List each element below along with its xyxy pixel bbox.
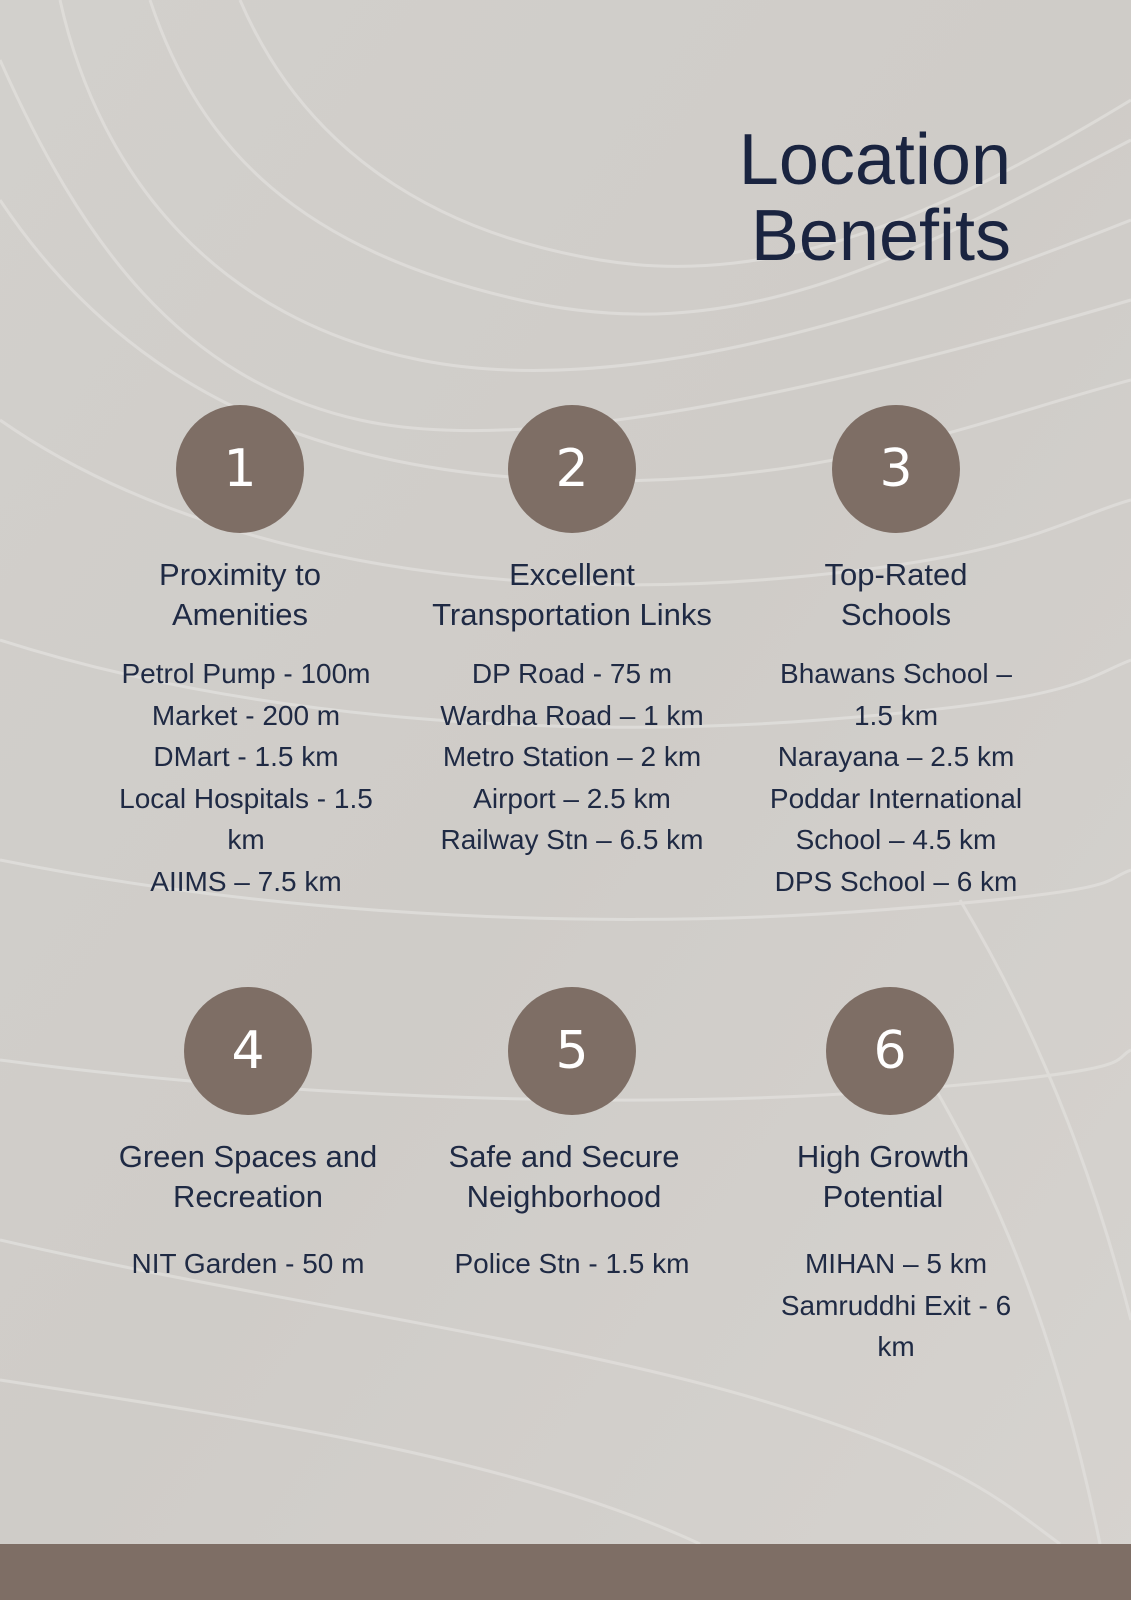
benefit-heading (90, 555, 390, 635)
benefit-items (740, 1243, 1040, 1368)
list-item: Narayana – 2.5 km (777, 741, 1015, 772)
benefit-card-growth (740, 987, 1040, 1368)
list-item: Poddar International (769, 782, 1023, 814)
heading-line-1: High Growth (796, 1139, 970, 1174)
list-item: Metro Station – 2 km (442, 741, 702, 772)
list-item: Airport – 2.5 km (473, 782, 671, 814)
benefit-heading (396, 1137, 732, 1217)
list-item: Samruddhi Exit - 6 (780, 1289, 1012, 1321)
number-badge: 5 (508, 987, 636, 1115)
list-item: DPS School – 6 km (774, 865, 1018, 897)
benefit-heading (726, 1137, 1040, 1217)
list-item: School – 4.5 km (795, 824, 997, 855)
list-item: Railway Stn – 6.5 km (440, 824, 704, 855)
heading-line-2: Transportation Links (432, 597, 712, 632)
list-item: DMart - 1.5 km (153, 741, 339, 772)
list-item: Market - 200 m (151, 699, 341, 731)
number-badge: 1 (176, 405, 304, 533)
heading-line-1: Green Spaces and (118, 1139, 378, 1174)
list-item: Petrol Pump - 100m (121, 658, 371, 689)
heading-line-2: Amenities (171, 597, 309, 632)
list-item: Police Stn - 1.5 km (454, 1248, 690, 1279)
benefit-heading (746, 555, 1046, 635)
list-item: MIHAN – 5 km (804, 1248, 988, 1279)
benefit-heading (402, 555, 742, 635)
benefit-card-amenities (90, 405, 390, 902)
benefit-items (412, 1243, 732, 1285)
list-item: 1.5 km (853, 699, 939, 731)
benefit-items (90, 653, 390, 902)
benefit-items (746, 653, 1046, 902)
list-item: DP Road - 75 m (471, 658, 673, 689)
heading-line-2: Recreation (173, 1179, 323, 1214)
heading-line-1: Proximity to (159, 557, 321, 592)
heading-line-2: Neighborhood (466, 1179, 662, 1214)
benefit-heading (98, 1137, 398, 1217)
title-line-1: Location (738, 120, 1011, 200)
list-item: AIIMS – 7.5 km (150, 865, 342, 897)
list-item: km (877, 1331, 915, 1362)
page-title (739, 122, 1011, 274)
title-line-2: Benefits (750, 196, 1011, 276)
benefit-items (98, 1243, 398, 1285)
benefit-items (402, 653, 742, 861)
heading-line-1: Safe and Secure (448, 1139, 680, 1174)
number-badge: 6 (826, 987, 954, 1115)
benefit-card-schools (746, 405, 1046, 902)
heading-line-1: Top-Rated (824, 557, 968, 592)
number-badge: 2 (508, 405, 636, 533)
list-item: NIT Garden - 50 m (131, 1248, 365, 1279)
heading-line-1: Excellent (509, 557, 635, 592)
list-item: km (227, 824, 265, 855)
list-item: Local Hospitals - 1.5 (119, 782, 373, 814)
list-item: Bhawans School – (780, 658, 1012, 689)
footer-bar (0, 1544, 1131, 1600)
benefit-card-safety (412, 987, 732, 1285)
list-item: Wardha Road – 1 km (440, 699, 704, 731)
benefit-card-green-spaces (98, 987, 398, 1285)
number-badge: 4 (184, 987, 312, 1115)
benefit-card-transportation (402, 405, 742, 861)
heading-line-2: Potential (822, 1179, 944, 1214)
number-badge: 3 (832, 405, 960, 533)
heading-line-2: Schools (840, 597, 952, 632)
